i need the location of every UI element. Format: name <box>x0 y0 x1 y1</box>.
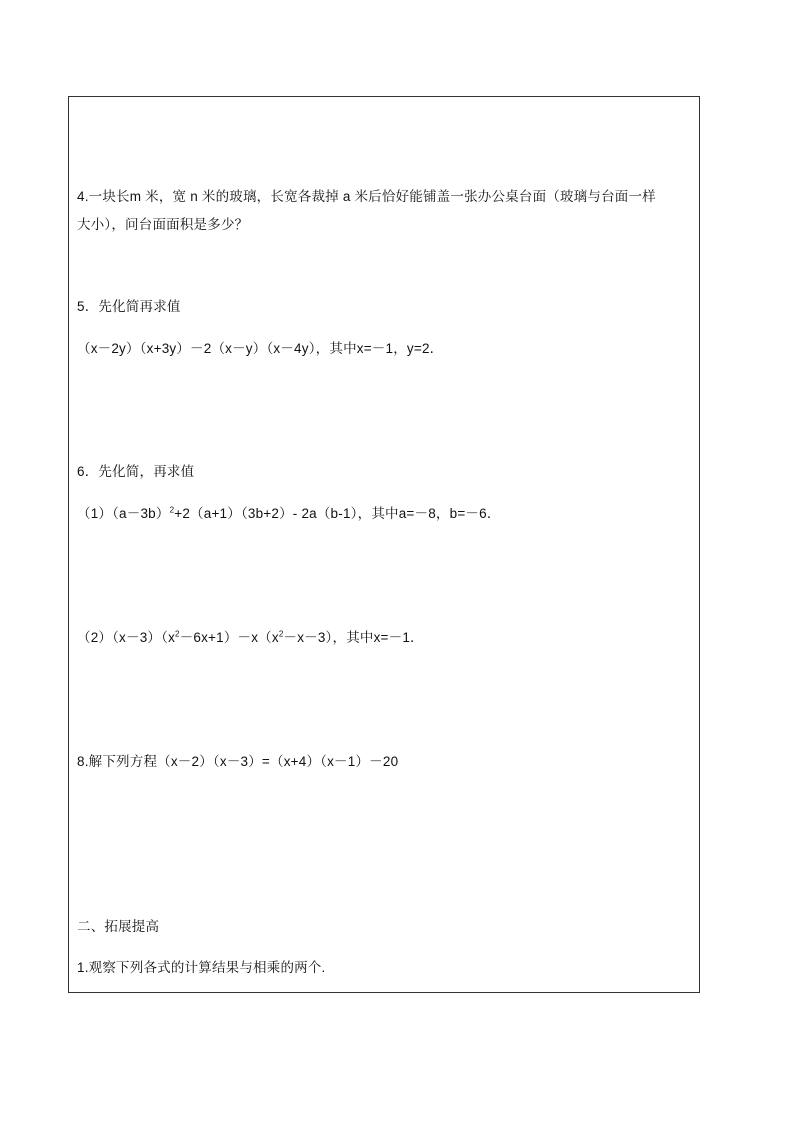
problem-4-line-2: 大小），问台面面积是多少？ <box>77 217 249 232</box>
problem-6-part-1-text-b: +2（a+1）（3b+2）- 2a（b-1），其中a=－8，b=－6． <box>174 506 501 521</box>
problem-6-part-2-text-a: （2）（x－3）（x <box>77 630 176 645</box>
problem-6-part-2-exponent-1: 2 <box>175 629 180 639</box>
problem-6-part-2 <box>77 629 424 647</box>
problem-6-part-2-text-b: －6x+1）－x（x <box>179 630 279 645</box>
problem-6-part-2-exponent-2: 2 <box>278 629 284 639</box>
problem-6-part-1 <box>77 505 501 523</box>
problem-6-title: 6．先化简，再求值 <box>77 464 195 479</box>
problem-5-title: 5．先化简再求值 <box>77 299 181 314</box>
section-2-heading: 二、拓展提高 <box>77 919 160 934</box>
problem-5-expression: （x－2y）（x+3y）－2（x－y）（x－4y），其中x=－1，y=2． <box>77 341 444 356</box>
problem-6-part-1-text-a: （1）（a－3b） <box>77 506 170 521</box>
problem-8-equation: 8.解下列方程（x－2）（x－3）=（x+4）（x－1）－20 <box>77 754 399 769</box>
problem-4-line-1: 4.一块长m 米，宽 n 米的玻璃，长宽各裁掉 a 米后恰好能铺盖一张办公桌台面（玻璃与台面一样 <box>77 189 656 204</box>
problem-6-part-2-text-c: －x－3），其中x=－1． <box>283 630 424 645</box>
section-2-problem-1: 1.观察下列各式的计算结果与相乘的两个. <box>77 960 326 975</box>
problem-6-part-1-exponent: 2 <box>169 505 175 515</box>
